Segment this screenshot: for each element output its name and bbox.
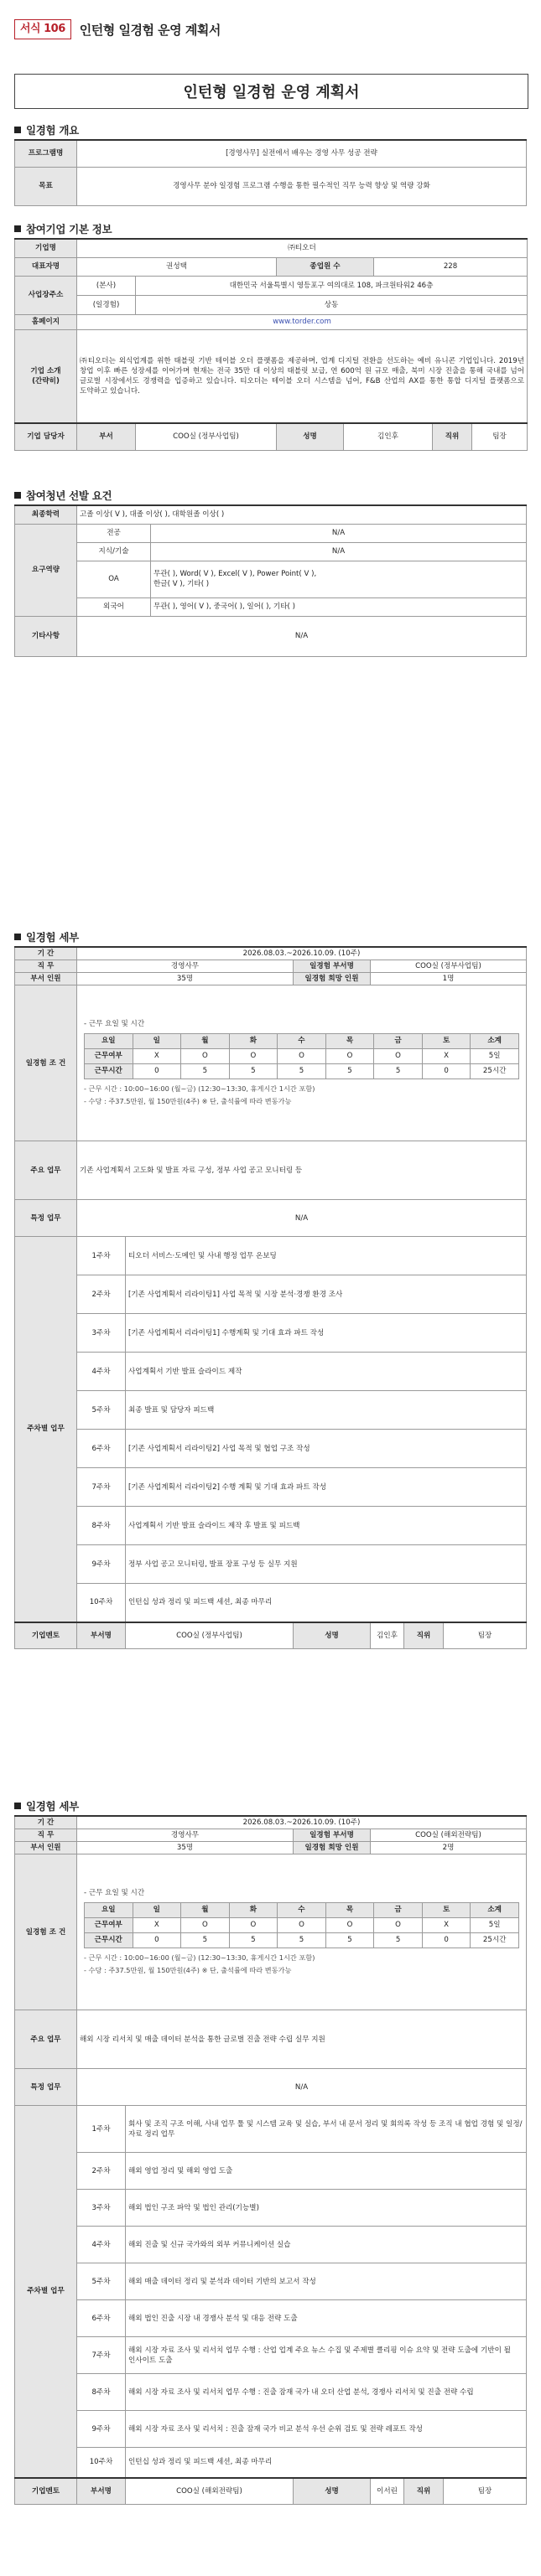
- form-header: [14, 18, 221, 40]
- table-cell: 0: [133, 1933, 181, 1948]
- mentor-rank-value: 팀장: [444, 1622, 527, 1649]
- company-intro-text: ㈜티오더는 외식업계를 위한 태블릿 기반 테이블 오더 플랫폼을 제공하며, 업계 디지털 전환을 선도하는 예비 유니콘 기업입니다. 2019년 창업 이후 빠른 성장세를 이어가며 현재는 전국 35만 대 이상의 태블릿 보급, 연 600억 원 규모 매출, 북미 시장 진출을 통해 국내를 넘어 글로벌 시장에서도 경쟁력을 입증하고 있습니다. 티오더는 테이블 오더 시스템을 넘어, F&B 산업의 AX를 통한 통합 디지털 플랫폼으로 도약하고 있습니다.: [77, 329, 528, 423]
- language-value: 무관( ), 영어( V ), 중국어( ), 일어( ), 기타( ): [151, 597, 527, 616]
- table-cell: 참여청년 선발 요건: [26, 489, 112, 502]
- section-youth-heading: [14, 488, 112, 503]
- week-task: 정부 사업 공고 모니터링, 발표 장표 구성 등 실무 지원: [126, 1545, 527, 1584]
- table-cell: 근무여부: [85, 1049, 133, 1064]
- table-cell: 5: [181, 1064, 230, 1079]
- table-cell: X: [133, 1049, 181, 1064]
- program-value: [경영사무] 실전에서 배우는 경영 사무 성공 전략: [77, 140, 527, 167]
- contact-rank-label: 직위: [433, 423, 472, 450]
- dept-label: 일경험 부서명: [294, 960, 371, 973]
- hope-label: 일경험 희망 인원: [294, 973, 371, 985]
- week-task: [기존 사업계획서 리라이팅2] 사업 목적 및 협업 구조 작성: [126, 1430, 527, 1468]
- week-task: 해외 시장 자료 조사 및 리서치 업무 수행 : 진출 잠재 국가 내 오더 산업 분석, 경쟁사 리서치 및 진출 전략 수립: [126, 2374, 527, 2411]
- table-cell: 요일: [85, 1903, 133, 1918]
- week-label: 2주차: [77, 1275, 126, 1314]
- table-cell: O: [229, 1918, 278, 1933]
- table-cell: O: [278, 1049, 326, 1064]
- dept-value: COO실 (정부사업팀): [371, 960, 527, 973]
- square-bullet-icon: [14, 934, 21, 940]
- main-duty-label: 주요 업무: [15, 2010, 77, 2069]
- week-task: 티오더 서비스·도메인 및 사내 행정 업무 온보딩: [126, 1237, 527, 1275]
- week-label: 5주차: [77, 2263, 126, 2300]
- overview-table: [14, 139, 527, 206]
- etc-label: 기타사항: [15, 616, 77, 656]
- table-cell: 5: [325, 1064, 374, 1079]
- table-cell: 근무여부: [85, 1918, 133, 1933]
- week-label: 10주차: [77, 1584, 126, 1622]
- week-task: [기존 사업계획서 리라이팅1] 수행계획 및 기대 효과 파트 작성: [126, 1314, 527, 1353]
- oa-options-line-2: 한글( V ), 기타( ): [153, 580, 210, 588]
- mentor-dept-label: 부서명: [77, 1622, 126, 1649]
- table-cell: 수: [278, 1034, 326, 1049]
- table-cell: 토: [422, 1034, 471, 1049]
- mentor-rank-value: 팀장: [444, 2478, 527, 2505]
- table-cell: 5: [181, 1933, 230, 1948]
- company-name-value: ㈜티오더: [77, 239, 528, 257]
- duty-label: 직 무: [15, 1829, 77, 1842]
- section-detail-heading: [14, 929, 79, 944]
- table-cell: O: [181, 1049, 230, 1064]
- table-cell: O: [229, 1049, 278, 1064]
- goal-value: 경영사무 분야 일경험 프로그램 수행을 통한 필수적인 직무 능력 향상 및 역량 강화: [77, 167, 527, 205]
- schedule-title: - 근무 요일 및 시간: [84, 1889, 145, 1897]
- table-cell: 소계: [471, 1034, 519, 1049]
- week-label: 10주차: [77, 2448, 126, 2478]
- employee-count-value: 228: [374, 257, 528, 276]
- week-label: 3주차: [77, 2190, 126, 2227]
- main-duty-value: 기존 사업계획서 고도화 및 발표 자료 구성, 정부 사업 공고 모니터링 등: [77, 1141, 527, 1200]
- week-label: 8주차: [77, 2374, 126, 2411]
- table-cell: 금: [374, 1034, 423, 1049]
- company-intro-label: 기업 소개 (간략히): [15, 329, 77, 423]
- page-1: [0, 0, 541, 838]
- week-task: 해외 진출 및 신규 국가와의 외부 커뮤니케이션 실습: [126, 2227, 527, 2263]
- week-task: 해외 매출 데이터 정리 및 분석과 데이터 기반의 보고서 작성: [126, 2263, 527, 2300]
- table-cell: 5: [278, 1064, 326, 1079]
- contact-dept-label: 부서: [77, 423, 136, 450]
- table-cell: 5: [229, 1064, 278, 1079]
- table-cell: 일경험 개요: [26, 124, 79, 137]
- table-cell: 소계: [471, 1903, 519, 1918]
- table-cell: 참여기업 기본 정보: [26, 223, 112, 235]
- week-task: [기존 사업계획서 리라이팅2] 수행 계획 및 기대 효과 파트 작성: [126, 1468, 527, 1507]
- week-task: 해외 시장 자료 조사 및 리서치 업무 수행 : 산업 업계 주요 뉴스 수집 및 주제별 클리핑 이슈 요약 및 전략 도출에 기반이 될 인사이트 도출: [126, 2337, 527, 2374]
- people-value: 35명: [77, 973, 294, 985]
- knowledge-label: 지식/기술: [77, 542, 151, 561]
- table-cell: 25시간: [471, 1064, 519, 1079]
- work-site-label: (일경험): [77, 295, 136, 314]
- schedule-table: [84, 1902, 519, 1948]
- page-2: [0, 838, 541, 1707]
- weekly-duty-label: 주차별 업무: [15, 1237, 77, 1622]
- oa-options-line-1: 무관( ), Word( V ), Excel( V ), Power Point( V ),: [153, 570, 317, 578]
- contact-label: 기업 담당자: [15, 423, 77, 450]
- people-label: 부서 인원: [15, 973, 77, 985]
- company-name-label: 기업명: [15, 239, 77, 257]
- week-task: 인턴십 성과 정리 및 피드백 세션, 최종 마무리: [126, 1584, 527, 1622]
- condition-label: 일경험 조 건: [15, 985, 77, 1141]
- week-label: 7주차: [77, 1468, 126, 1507]
- table-cell: 일: [133, 1903, 181, 1918]
- special-duty-value: N/A: [77, 2069, 527, 2106]
- week-task: 해외 법인 구조 파악 및 법인 관리(기능별): [126, 2190, 527, 2227]
- work-time-note: - 근무 시간 : 10:00~16:00 (월~금) (12:30~13:30, 휴게시간 1시간 포함): [84, 1084, 315, 1093]
- oa-label: OA: [77, 561, 151, 597]
- ceo-label: 대표자명: [15, 257, 77, 276]
- page-3: [0, 1707, 541, 2576]
- mentor-rank-label: 직위: [404, 2478, 444, 2505]
- company-table: [14, 238, 528, 451]
- pay-note: - 수당 : 주37.5만원, 월 150만원(4주) ※ 단, 출석률에 따라 변동가능: [84, 1966, 292, 1974]
- week-task: 해외 영업 정리 및 해외 영업 도출: [126, 2153, 527, 2190]
- table-cell: 화: [229, 1903, 278, 1918]
- work-time-note: - 근무 시간 : 10:00~16:00 (월~금) (12:30~13:30, 휴게시간 1시간 포함): [84, 1953, 315, 1962]
- table-cell: O: [374, 1049, 423, 1064]
- hope-value: 2명: [371, 1842, 527, 1854]
- youth-table: [14, 504, 527, 657]
- table-cell: O: [325, 1049, 374, 1064]
- mentor-dept-value: COO실 (정부사업팀): [126, 1622, 294, 1649]
- table-cell: 5: [229, 1933, 278, 1948]
- hope-value: 1명: [371, 973, 527, 985]
- hq-label: (본사): [77, 276, 136, 295]
- table-cell: 근무시간: [85, 1064, 133, 1079]
- table-cell: 5: [374, 1933, 423, 1948]
- contact-dept-value: COO실 (정부사업팀): [136, 423, 277, 450]
- table-cell: 월: [181, 1034, 230, 1049]
- table-cell: 월: [181, 1903, 230, 1918]
- week-task: 해외 법인 진출 시장 내 경쟁사 분석 및 대응 전략 도출: [126, 2300, 527, 2337]
- table-cell: 0: [422, 1064, 471, 1079]
- table-cell: 0: [422, 1933, 471, 1948]
- table-cell: 0: [133, 1064, 181, 1079]
- week-label: 3주차: [77, 1314, 126, 1353]
- condition-label: 일경험 조 건: [15, 1854, 77, 2010]
- period-value: 2026.08.03.~2026.10.09. (10주): [77, 1816, 527, 1829]
- week-task: 최종 발표 및 담당자 피드백: [126, 1391, 527, 1430]
- employee-count-label: 종업원 수: [277, 257, 374, 276]
- table-cell: 요일: [85, 1034, 133, 1049]
- major-label: 전공: [77, 524, 151, 542]
- weekly-duty-label: 주차별 업무: [15, 2106, 77, 2478]
- section-company-heading: [14, 221, 112, 236]
- schedule-title: - 근무 요일 및 시간: [84, 1020, 145, 1028]
- table-cell: 목: [325, 1034, 374, 1049]
- week-label: 7주차: [77, 2337, 126, 2374]
- week-task: 사업계획서 기반 발표 슬라이드 제작 후 발표 및 피드백: [126, 1507, 527, 1545]
- table-cell: X: [133, 1918, 181, 1933]
- contact-name-label: 성명: [277, 423, 344, 450]
- special-duty-label: 특정 업무: [15, 2069, 77, 2106]
- table-cell: 근무시간: [85, 1933, 133, 1948]
- week-label: 4주차: [77, 2227, 126, 2263]
- major-value: N/A: [151, 524, 527, 542]
- ceo-value: 권성택: [77, 257, 277, 276]
- form-title: 인턴형 일경험 운영 계획서: [79, 22, 221, 38]
- education-value: 고졸 이상( V ), 대졸 이상( ), 대학원졸 이상( ): [77, 505, 527, 524]
- week-label: 1주차: [77, 1237, 126, 1275]
- main-duty-value: 해외 시장 리서치 및 매출 데이터 분석을 통한 글로벌 진출 전략 수립 실무 지원: [77, 2010, 527, 2069]
- table-cell: O: [181, 1918, 230, 1933]
- goal-label: 목표: [15, 167, 77, 205]
- schedule-table: [84, 1033, 519, 1079]
- table-cell: 25시간: [471, 1933, 519, 1948]
- mentor-name-label: 성명: [294, 2478, 371, 2505]
- etc-value: N/A: [77, 616, 527, 656]
- table-cell: O: [374, 1918, 423, 1933]
- mentor-dept-label: 부서명: [77, 2478, 126, 2505]
- week-task: 해외 시장 자료 조사 및 리서치 : 진출 잠재 국가 비교 분석 우선 순위 검토 및 전략 레포트 작성: [126, 2411, 527, 2448]
- table-cell: 일경험 세부: [26, 931, 79, 944]
- section-overview-heading: [14, 122, 79, 137]
- mentor-name-label: 성명: [294, 1622, 371, 1649]
- duty-value: 경영사무: [77, 960, 294, 973]
- table-cell: X: [422, 1918, 471, 1933]
- contact-rank-value: 팀장: [472, 423, 528, 450]
- table-cell: 5: [278, 1933, 326, 1948]
- mentor-name-value: 이서린: [371, 2478, 404, 2505]
- detail-table-2: [14, 1815, 527, 2505]
- week-label: 6주차: [77, 1430, 126, 1468]
- table-cell: 수: [278, 1903, 326, 1918]
- square-bullet-icon: [14, 225, 21, 232]
- people-value: 35명: [77, 1842, 294, 1854]
- table-cell: 5일: [471, 1049, 519, 1064]
- address-label: 사업장주소: [15, 276, 77, 314]
- mentor-rank-label: 직위: [404, 1622, 444, 1649]
- document-title: 인턴형 일경험 운영 계획서: [14, 74, 528, 109]
- square-bullet-icon: [14, 492, 21, 499]
- pay-note: - 수당 : 주37.5만원, 월 150만원(4주) ※ 단, 출석률에 따라 변동가능: [84, 1097, 292, 1105]
- homepage-link[interactable]: www.torder.com: [273, 318, 331, 326]
- table-cell: 일경험 세부: [26, 1800, 79, 1813]
- week-task: [기존 사업계획서 리라이팅1] 사업 목적 및 시장 분석·경쟁 환경 조사: [126, 1275, 527, 1314]
- table-cell: 5: [374, 1064, 423, 1079]
- table-cell: 5일: [471, 1918, 519, 1933]
- table-cell: 일: [133, 1034, 181, 1049]
- week-label: 9주차: [77, 1545, 126, 1584]
- week-task: 사업계획서 기반 발표 슬라이드 제작: [126, 1353, 527, 1391]
- section-detail-heading: [14, 1798, 79, 1813]
- period-label: 기 간: [15, 947, 77, 960]
- duty-value: 경영사무: [77, 1829, 294, 1842]
- week-label: 1주차: [77, 2106, 126, 2153]
- contact-name-value: 김인후: [344, 423, 433, 450]
- week-label: 8주차: [77, 1507, 126, 1545]
- mentor-name-value: 김인후: [371, 1622, 404, 1649]
- duty-label: 직 무: [15, 960, 77, 973]
- table-cell: 화: [229, 1034, 278, 1049]
- square-bullet-icon: [14, 127, 21, 133]
- table-cell: 금: [374, 1903, 423, 1918]
- hope-label: 일경험 희망 인원: [294, 1842, 371, 1854]
- dept-value: COO실 (해외전략팀): [371, 1829, 527, 1842]
- knowledge-value: N/A: [151, 542, 527, 561]
- week-task: 회사 및 조직 구조 이해, 사내 업무 툴 및 시스템 교육 및 실습, 부서 내 문서 정리 및 회의록 작성 등 조직 내 협업 경험 및 일정/자료 정리 업무: [126, 2106, 527, 2153]
- required-skills-label: 요구역량: [15, 524, 77, 616]
- mentor-label: 기업멘토: [15, 2478, 77, 2505]
- period-label: 기 간: [15, 1816, 77, 1829]
- table-cell: O: [278, 1918, 326, 1933]
- dept-label: 일경험 부서명: [294, 1829, 371, 1842]
- week-label: 9주차: [77, 2411, 126, 2448]
- program-label: 프로그램명: [15, 140, 77, 167]
- main-duty-label: 주요 업무: [15, 1141, 77, 1200]
- mentor-dept-value: COO실 (해외전략팀): [126, 2478, 294, 2505]
- language-label: 외국어: [77, 597, 151, 616]
- table-cell: 5: [325, 1933, 374, 1948]
- education-label: 최종학력: [15, 505, 77, 524]
- week-label: 6주차: [77, 2300, 126, 2337]
- people-label: 부서 인원: [15, 1842, 77, 1854]
- homepage-label: 홈페이지: [15, 314, 77, 329]
- special-duty-label: 특정 업무: [15, 1200, 77, 1237]
- mentor-label: 기업멘토: [15, 1622, 77, 1649]
- table-cell: O: [325, 1918, 374, 1933]
- table-cell: 토: [422, 1903, 471, 1918]
- special-duty-value: N/A: [77, 1200, 527, 1237]
- week-label: 2주차: [77, 2153, 126, 2190]
- table-cell: 목: [325, 1903, 374, 1918]
- week-task: 인턴십 성과 정리 및 피드백 세션, 최종 마무리: [126, 2448, 527, 2478]
- work-site-address: 상동: [136, 295, 528, 314]
- hq-address: 대한민국 서울특별시 영등포구 여의대로 108, 파크원타워2 46층: [136, 276, 528, 295]
- table-cell: X: [422, 1049, 471, 1064]
- period-value: 2026.08.03.~2026.10.09. (10주): [77, 947, 527, 960]
- week-label: 4주차: [77, 1353, 126, 1391]
- form-number: 서식 106: [14, 19, 71, 39]
- square-bullet-icon: [14, 1803, 21, 1809]
- detail-table-1: [14, 946, 527, 1649]
- week-label: 5주차: [77, 1391, 126, 1430]
